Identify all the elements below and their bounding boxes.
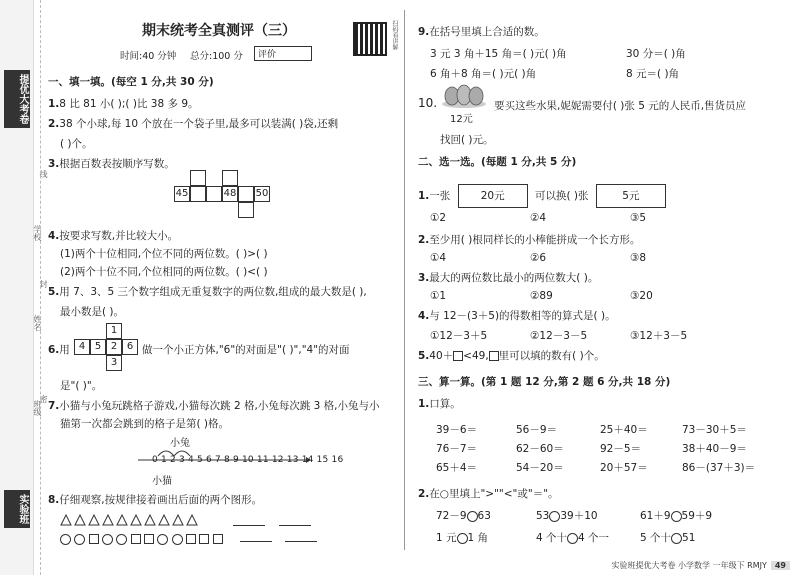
rating-label: 评价 [258, 50, 277, 60]
chart-cell-blank [190, 186, 206, 202]
choice-3: 3.最大的两位数比最小的两位数大( )。 [418, 272, 599, 284]
mental-math-grid [436, 422, 755, 479]
cut-secret-mark: 密 [39, 395, 48, 403]
square-icon [89, 534, 99, 544]
banknote-5: 5元 [596, 184, 666, 208]
question-8: 8.仔细观察,按规律接着画出后面的两个图形。 [48, 494, 263, 506]
choice-1-options: ①2 ②4 ③5 [430, 212, 647, 224]
question-5: 5.用 7、3、5 三个数字组成无重复数字的两位数,组成的最大数是( ), [48, 286, 367, 298]
compare-circle[interactable] [549, 511, 560, 522]
circle-icon [116, 534, 127, 545]
chart-cell-blank [238, 202, 254, 218]
banknote-20: 20元 [458, 184, 528, 208]
question-6-text: 做一个小正方体,"6"的对面是"( )","4"的对面 [142, 344, 350, 356]
rabbit-label: 小兔 [170, 438, 190, 449]
choice-2-options: ①4 ②6 ③8 [430, 252, 647, 264]
answer-blank[interactable] [279, 525, 311, 526]
question-4: 4.按要求写数,并比较大小。 [48, 230, 179, 242]
chart-cell-blank [206, 186, 222, 202]
question-4a: (1)两个十位相同,个位不同的两位数。( )>( ) [60, 248, 268, 260]
compare-row-1: 72－9 63 53 39＋10 61＋9 59＋9 [436, 510, 713, 522]
time-info: 时间:40 分钟 [120, 51, 177, 62]
compare-row-2: 1 元 1 角 4 个十 4 个一 5 个十 51 [436, 532, 696, 544]
page-number: 49 [771, 561, 790, 570]
question-1: 1.8 比 81 小( );( )比 38 多 9。 [48, 98, 199, 110]
brand-label: 提优大考卷 [4, 70, 30, 128]
circle-icon [102, 534, 113, 545]
pear-fruit-icon [440, 82, 488, 108]
question-10-line-2: 找回( )元。 [440, 134, 494, 146]
circle-icon [157, 534, 168, 545]
compare-circle[interactable] [671, 533, 682, 544]
class-label: 班级 [33, 400, 42, 416]
number-line-ticks: 0 1 2 3 4 5 6 7 8 9 10 11 12 13 14 15 16 [152, 455, 344, 465]
brand-label-2: 实验班 [4, 490, 30, 528]
calc-2: 2.在○里填上">""<"或"＝"。 [418, 488, 559, 500]
calc-1: 1.口算。 [418, 398, 461, 410]
chart-cell: 45 [174, 186, 190, 202]
name-label: 姓名 [33, 315, 42, 331]
chart-cell: 50 [254, 186, 270, 202]
question-7: 7.小猫与小兔玩跳格子游戏,小猫每次跳 2 格,小兔每次跳 3 格,小兔与小 [48, 400, 380, 412]
shape-pattern [60, 533, 317, 545]
rating-box [254, 46, 312, 61]
compare-circle[interactable] [671, 511, 682, 522]
question-10-number: 10. [418, 96, 438, 110]
question-9-r2a: 6 角＋8 角＝( )元( )角 [430, 68, 537, 80]
price-tag: 12元 [450, 114, 473, 125]
square-icon [144, 534, 154, 544]
question-6: 6.用 [48, 344, 70, 356]
cat-label: 小猫 [152, 476, 172, 487]
chart-cell-blank [222, 170, 238, 186]
chart-cell: 48 [222, 186, 238, 202]
question-4b: (2)两个十位不同,个位相同的两位数。( )<( ) [60, 266, 268, 278]
compare-circle[interactable] [467, 511, 478, 522]
choice-4: 4.与 12－(3＋5)的得数相等的算式是( )。 [418, 310, 616, 322]
question-3: 3.根据百数表按顺序写数。 [48, 158, 175, 170]
answer-blank[interactable] [233, 525, 265, 526]
square-icon [213, 534, 223, 544]
cut-line-mark: 线 [39, 170, 48, 178]
circle-icon [74, 534, 85, 545]
column-divider [404, 10, 405, 550]
choice-1: 1.一张 20元 可以换( )张 5元 [418, 184, 666, 208]
choice-4-options: ①12－3＋5 ②12－3－5 ③12＋3－5 [430, 330, 688, 342]
qr-code-icon [353, 22, 387, 56]
compare-circle[interactable] [457, 533, 468, 544]
math-row: 76－7＝ 62－60＝ 92－5＝ 38＋40－9＝ [436, 443, 747, 455]
section-2-title: 二、选一选。(每题 1 分,共 5 分) [418, 156, 577, 168]
net-cell: 4 [74, 339, 90, 355]
section-1-title: 一、填一填。(每空 1 分,共 30 分) [48, 76, 214, 88]
choice-3-options: ①1 ②89 ③20 [430, 290, 653, 302]
triangle-icon-row [60, 514, 210, 526]
question-2: 2.38 个小球,每 10 个放在一个袋子里,最多可以装满( )袋,还剩 [48, 118, 339, 130]
question-6-line-2: 是"( )"。 [60, 380, 103, 392]
blank-square-icon [489, 351, 499, 361]
answer-blank[interactable] [240, 541, 272, 542]
blank-square-icon [453, 351, 463, 361]
section-3-title: 三、算一算。(第 1 题 12 分,第 2 题 6 分,共 18 分) [418, 376, 671, 388]
square-icon [131, 534, 141, 544]
question-7-line-2: 猫第一次都会跳到的格子是第( )格。 [60, 418, 230, 430]
square-icon [186, 534, 196, 544]
circle-icon [172, 534, 183, 545]
question-9-r1a: 3 元 3 角＋15 角＝( )元( )角 [430, 48, 567, 60]
question-2-line-2: ( )个。 [60, 138, 93, 150]
net-cell: 3 [106, 355, 122, 371]
choice-5: 5.40＋ <49, 里可以填的数有( )个。 [418, 350, 605, 362]
compare-circle[interactable] [567, 533, 578, 544]
page-footer: 实验班提优大考卷 小学数学 一年级下 RMJY 49 [612, 560, 790, 571]
school-label: 学校 [33, 225, 42, 241]
net-cell: 2 [106, 339, 122, 355]
answer-blank[interactable] [285, 541, 317, 542]
cut-seal-mark: 封 [39, 280, 48, 288]
net-cell: 1 [106, 323, 122, 339]
square-icon [199, 534, 209, 544]
qr-caption: 扫码看讲解 [391, 20, 398, 50]
question-9-r1b: 30 分＝( )角 [626, 48, 686, 60]
circle-icon [60, 534, 71, 545]
question-10-text: 要买这些水果,妮妮需要付( )张 5 元的人民币,售货员应 [494, 100, 747, 112]
triangle-pattern [60, 514, 311, 529]
question-9: 9.在括号里填上合适的数。 [418, 26, 545, 38]
cut-dashed-line [40, 0, 41, 575]
page-title: 期末统考全真测评（三） [142, 23, 296, 39]
net-cell: 5 [90, 339, 106, 355]
math-row: 65＋4＝ 54－20＝ 20＋57＝ 86－(37＋3)＝ [436, 462, 756, 474]
chart-cell-blank [190, 170, 206, 186]
choice-2: 2.至少用( )根同样长的小棒能拼成一个长方形。 [418, 234, 641, 246]
question-5-line-2: 最小数是( )。 [60, 306, 125, 318]
question-9-r2b: 8 元＝( )角 [626, 68, 680, 80]
math-row: 39－6＝ 56－9＝ 25＋40＝ 73－30＋5＝ [436, 424, 747, 436]
score-info: 总分:100 分 [190, 51, 243, 62]
chart-cell-blank [238, 186, 254, 202]
net-cell: 6 [122, 339, 138, 355]
